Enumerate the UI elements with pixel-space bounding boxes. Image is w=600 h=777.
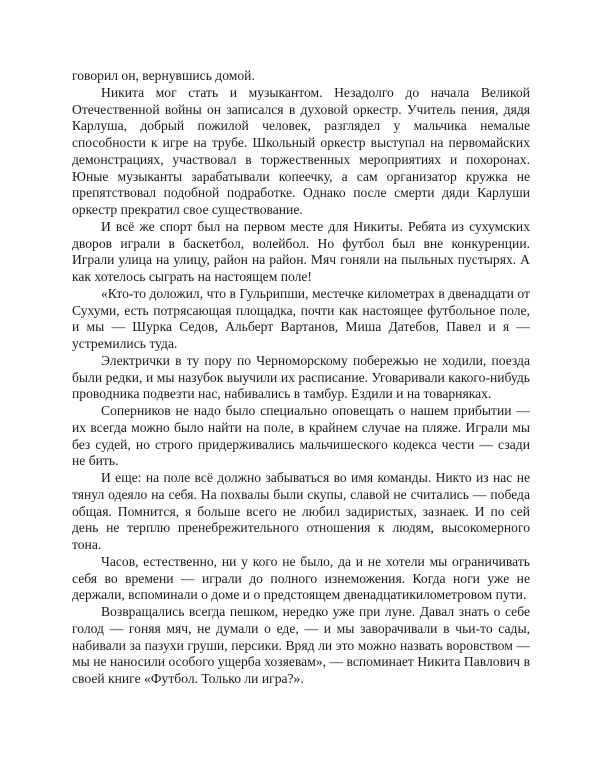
paragraph-sport: И всё же спорт был на первом месте для Никиты. Ребята из сухумских дворов играли в баскетбол, волейбол. Но футбол был вне конкуренции. Играли улица на улицу, район на район. Мяч гоняли на пыльных пустырях. А как хотелось сыграть на настоящем поле! [72,218,530,284]
paragraph-time: Часов, естественно, ни у кого не было, да и не хотели мы ограничивать себя во времени — играли до полного изнеможения. Когда ноги уже не держали, вспоминали о доме и о предстоящем двенадцатикилометровом пути. [72,553,530,603]
paragraph-return: Возвращались всегда пешком, нередко уже при луне. Давал знать о себе голод — гоняя мяч, не думали о еде, — и мы заворачивали в чьи-то сады, набивали за пазухи груши, персики. Вряд ли это можно назвать воровством — мы не наносили особого ущерба хозяевам», — вспоминает Никита Павлович в своей книге «Футбол. Только ли игра?». [72,604,530,686]
paragraph-continuation: говорил он, вернувшись домой. [72,68,255,83]
paragraph-opponents: Соперников не надо было специально оповещать о нашем прибытии — их всегда можно было найти на поле, в крайнем случае на пляже. Играли мы без судей, но строго придерживались мальчишеского кодекса чести — сзади не бить. [72,403,530,469]
document-page [72,68,530,688]
paragraph-team: И еще: на поле всё должно забываться во имя команды. Никто из нас не тянул одеяло на себя. На похвалы были скупы, славой не считались — победа общая. Помнится, я больше всего не любил задиристых, зазнаек. И по сей день не терплю пренебрежительного отношения к людям, высокомерного тона. [72,470,530,552]
paragraph-gulripshi: «Кто-то доложил, что в Гульрипши, местечке километрах в двенадцати от Сухуми, есть потрясающая площадка, почти как настоящее футбольное поле, и мы — Шурка Седов, Альберт Вартанов, Миша Датебов, Павел и я — устремились туда. [72,285,530,351]
paragraph-music: Никита мог стать и музыкантом. Незадолго до начала Великой Отечественной войны он записался в духовой оркестр. Учитель пения, дядя Карлуша, добрый пожилой человек, разглядел у мальчика немалые способности к игре на трубе. Школьный оркестр выступал на первомайских демонстрациях, участвовал в торжественных мероприятиях и похоронах. Юные музыканты зарабатывали копеечку, а сам организатор кружка не препятствовал подобной подработке. Однако после смерти дяди Карлуши оркестр прекратил свое существование. [72,84,530,217]
paragraph-trains: Электрички в ту пору по Черноморскому побережью не ходили, поезда были редки, и мы назубок выучили их расписание. Уговаривали какого-нибудь проводника подвезти нас, набивались в тамбур. Ездили и на товарняках. [72,352,530,402]
